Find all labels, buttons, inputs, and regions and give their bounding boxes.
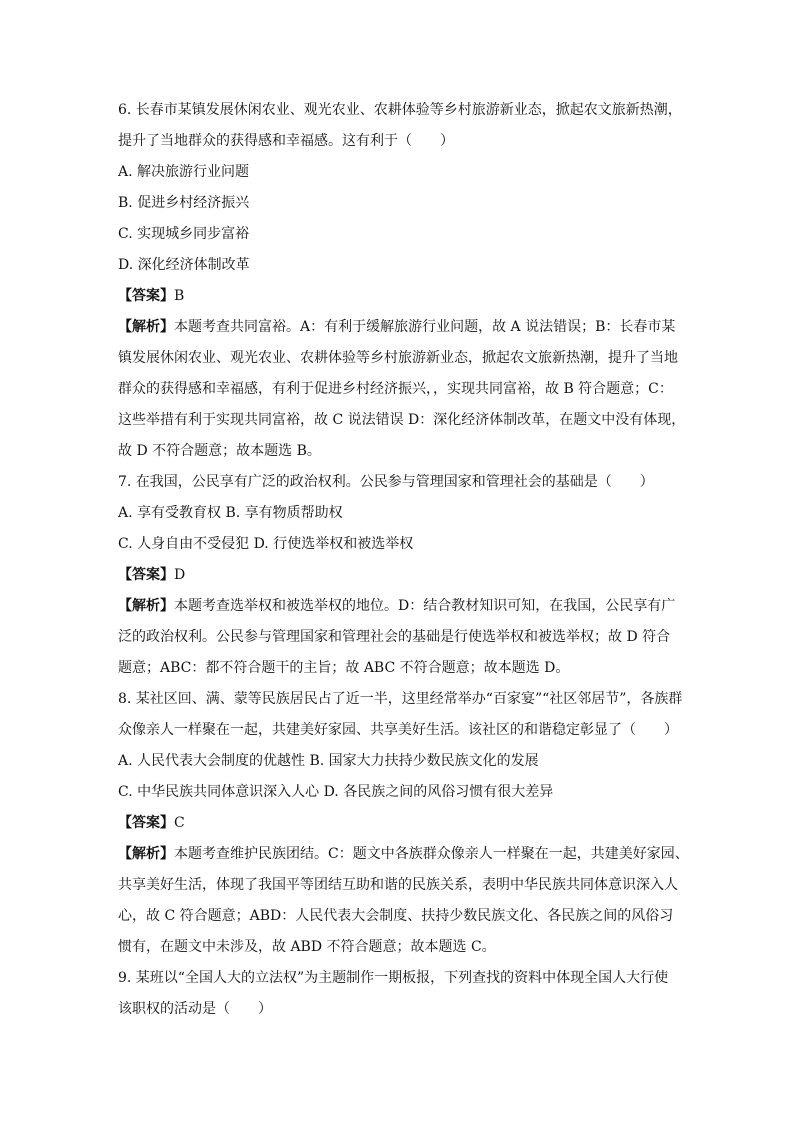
- option-d: D. 深化经济体制改革: [118, 257, 250, 273]
- option-row-ab: A. 人民代表大会制度的优越性 B. 国家大力扶持少数民族文化的发展: [118, 753, 539, 769]
- question-stem: 该职权的活动是（ ）: [118, 1001, 272, 1017]
- analysis-text: 本题考查维护民族团结。C：题文中各族群众像亲人一样聚在一起，共建美好家园、: [174, 846, 689, 862]
- analysis-text: 心，故 C 符合题意；ABD：人民代表大会制度、扶持少数民族文化、各民族之间的风俗习: [118, 908, 674, 924]
- question-7: [118, 472, 678, 678]
- analysis-text: 群众的获得感和幸福感，有利于促进乡村经济振兴，，实现共同富裕，故 B 符合题意；C：: [118, 381, 673, 397]
- option-row-cd: C. 中华民族共同体意识深入人心 D. 各民族之间的风俗习惯有很大差异: [118, 784, 554, 800]
- document-body: [118, 100, 689, 1030]
- question-stem: 提升了当地群众的获得感和幸福感。这有利于（ ）: [118, 133, 454, 149]
- analysis-tag: 【解析】: [118, 846, 174, 862]
- question-stem: 9. 某班以“全国人大的立法权”为主题制作一期板报，下列查找的资料中体现全国人大行使: [118, 970, 669, 986]
- answer-value: B: [174, 288, 185, 304]
- option-a: A. 解决旅游行业问题: [118, 164, 250, 180]
- answer-line: [118, 286, 678, 306]
- analysis-text: 泛的政治权利。公民参与管理国家和管理社会的基础是行使选举权和被选举权；故 D 符合: [118, 629, 671, 645]
- question-9: [118, 968, 678, 1019]
- answer-tag: 【答案】: [118, 815, 174, 831]
- answer-line: [118, 565, 678, 585]
- analysis-text: 故 D 不符合题意；故本题选 B。: [118, 443, 321, 459]
- question-6: [118, 100, 686, 461]
- analysis-line: [118, 844, 689, 864]
- answer-line: [118, 813, 678, 833]
- analysis-tag: 【解析】: [118, 598, 174, 614]
- option-row-cd: C. 人身自由不受侵犯 D. 行使选举权和被选举权: [118, 536, 414, 552]
- question-stem: 8. 某社区回、满、蒙等民族居民占了近一半，这里经常举办“百家宴”“社区邻居节”，各族群: [118, 691, 683, 707]
- analysis-text: 这些举措有利于实现共同富裕，故 C 说法错误 D：深化经济体制改革，在题文中没有体现，: [118, 412, 686, 428]
- option-b: B. 促进乡村经济振兴: [118, 195, 250, 211]
- question-8: [118, 689, 689, 957]
- question-stem: 6. 长春市某镇发展休闲农业、观光农业、农耕体验等乡村旅游新业态，掀起农文旅新热潮，: [118, 102, 682, 118]
- analysis-text: 共享美好生活，体现了我国平等团结互助和谐的民族关系，表明中华民族共同体意识深入人: [118, 877, 678, 893]
- analysis-text: 惯有，在题文中未涉及，故 ABD 不符合题意；故本题选 C。: [118, 939, 496, 955]
- question-stem: 7. 在我国，公民享有广泛的政治权利。公民参与管理国家和管理社会的基础是（ ）: [118, 474, 654, 490]
- answer-tag: 【答案】: [118, 567, 174, 583]
- answer-value: D: [174, 567, 186, 583]
- answer-value: C: [174, 815, 185, 831]
- analysis-text: 题意；ABC：都不符合题干的主旨；故 ABC 不符合题意；故本题选 D。: [118, 660, 570, 676]
- analysis-text: 本题考查选举权和被选举权的地位。D：结合教材知识可知，在我国，公民享有广: [174, 598, 676, 614]
- analysis-line: [118, 596, 678, 616]
- analysis-line: [118, 317, 678, 337]
- question-stem: 众像亲人一样聚在一起，共建美好家园、共享美好生活。该社区的和谐稳定彰显了（ ）: [118, 722, 678, 738]
- analysis-text: 本题考查共同富裕。A：有利于缓解旅游行业问题，故 A 说法错误；B：长春市某: [174, 319, 676, 335]
- analysis-text: 镇发展休闲农业、观光农业、农耕体验等乡村旅游新业态，掀起农文旅新热潮，提升了当地: [118, 350, 678, 366]
- option-row-ab: A. 享有受教育权 B. 享有物质帮助权: [118, 505, 343, 521]
- option-c: C. 实现城乡同步富裕: [118, 226, 250, 242]
- answer-tag: 【答案】: [118, 288, 174, 304]
- analysis-tag: 【解析】: [118, 319, 174, 335]
